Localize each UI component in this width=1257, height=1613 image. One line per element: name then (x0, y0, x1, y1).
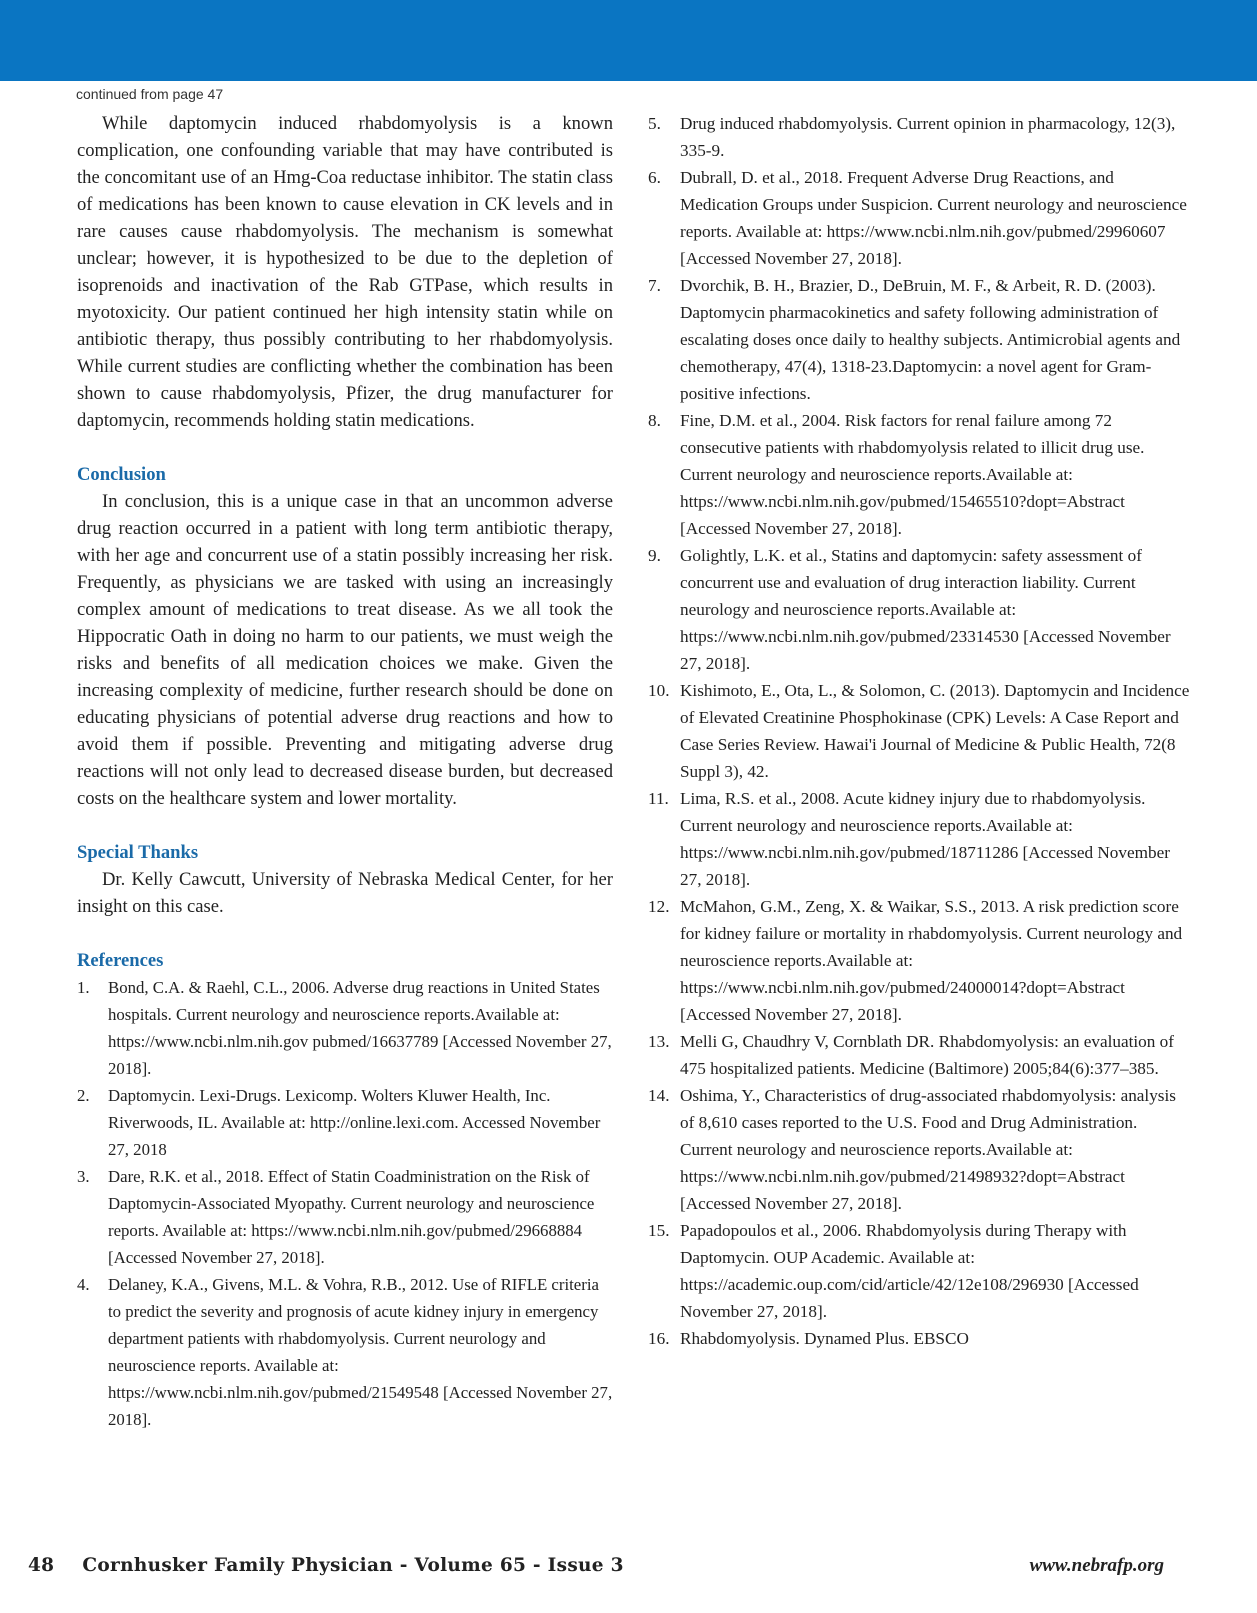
special-thanks-heading: Special Thanks (77, 842, 199, 863)
reference-item (648, 893, 1193, 1028)
reference-item (648, 164, 1193, 272)
reference-item (648, 110, 1193, 164)
reference-text: Bond, C.A. & Raehl, C.L., 2006. Adverse drug reactions in United States hospitals. Current neurology and neuroscience reports.Available at: https://www.ncbi.nlm.nih.gov pubmed/16637789 [Accessed November 27, 2018]. (108, 978, 612, 1078)
reference-number: 13. (648, 1032, 670, 1051)
reference-item (77, 1082, 613, 1163)
reference-number: 1. (77, 978, 90, 997)
left-column (77, 110, 613, 1433)
reference-number: 10. (648, 681, 670, 700)
reference-number: 6. (648, 168, 661, 187)
reference-number: 5. (648, 114, 661, 133)
reference-text: Daptomycin. Lexi-Drugs. Lexicomp. Wolters Kluwer Health, Inc. Riverwoods, IL. Available at: http://online.lexi.com. Accessed November 27, 2018 (108, 1086, 601, 1159)
references-heading: References (77, 950, 164, 971)
reference-number: 3. (77, 1167, 90, 1186)
reference-item (77, 974, 613, 1082)
reference-number: 4. (77, 1275, 90, 1294)
reference-text: Papadopoulos et al., 2006. Rhabdomyolysis during Therapy with Daptomycin. OUP Academic. Available at: https://academic.oup.com/cid/article/42/12e108/296930 [Accessed November 27, 2018]. (680, 1221, 1139, 1321)
reference-item (648, 407, 1193, 542)
conclusion-heading: Conclusion (77, 464, 166, 485)
reference-number: 15. (648, 1221, 670, 1240)
reference-item (648, 1082, 1193, 1217)
right-column (648, 110, 1193, 1352)
reference-number: 2. (77, 1086, 90, 1105)
reference-text: Drug induced rhabdomyolysis. Current opinion in pharmacology, 12(3), 335-9. (680, 114, 1176, 160)
reference-item (648, 542, 1193, 677)
reference-text: Dubrall, D. et al., 2018. Frequent Adverse Drug Reactions, and Medication Groups under Suspicion. Current neurology and neuroscience reports. Available at: https://www.ncbi.nlm.nih.gov/pubmed/29960607 [Accessed November 27, 2018]. (680, 168, 1187, 268)
reference-text: Rhabdomyolysis. Dynamed Plus. EBSCO (680, 1329, 969, 1348)
reference-text: McMahon, G.M., Zeng, X. & Waikar, S.S., 2013. A risk prediction score for kidney failure or mortality in rhabdomyolysis. Current neurology and neuroscience reports.Available at: https://www.ncbi.nlm.nih.gov/pubmed/24000014?dopt=Abstract [Accessed November 27, 2018]. (680, 897, 1183, 1024)
reference-number: 9. (648, 546, 661, 565)
reference-text: Kishimoto, E., Ota, L., & Solomon, C. (2013). Daptomycin and Incidence of Elevated Creatinine Phosphokinase (CPK) Levels: A Case Report and Case Series Review. Hawai'i Journal of Medicine & Public Health, 72(8 Suppl 3), 42. (680, 681, 1190, 781)
reference-item (648, 785, 1193, 893)
reference-number: 16. (648, 1329, 670, 1348)
reference-item (648, 272, 1193, 407)
reference-item (648, 1325, 1193, 1352)
header-band (0, 0, 1257, 81)
reference-number: 11. (648, 789, 669, 808)
reference-text: Dare, R.K. et al., 2018. Effect of Statin Coadministration on the Risk of Daptomycin-Associated Myopathy. Current neurology and neuroscience reports. Available at: https://www.ncbi.nlm.nih.gov/pubmed/29668884 [Accessed November 27, 2018]. (108, 1167, 595, 1267)
reference-item (77, 1271, 613, 1433)
footer-left (28, 1555, 624, 1576)
reference-item (77, 1163, 613, 1271)
discussion-paragraph: While daptomycin induced rhabdomyolysis is a known complication, one confounding variable that may have contributed is the concomitant use of an Hmg-Coa reductase inhibitor. The statin class of medications has been known to cause elevation in CK levels and in rare causes cause rhabdomyolysis. The mechanism is somewhat unclear; however, it is hypothesized to be due to the depletion of isoprenoids and inactivation of the Rab GTPase, which results in myotoxicity. Our patient continued her high intensity statin while on antibiotic therapy, thus possibly contributing to her rhabdomyolysis. While current studies are conflicting whether the combination has been shown to cause rhabdomyolysis, Pfizer, the drug manufacturer for daptomycin, recommends holding statin medications. (77, 113, 613, 431)
footer-website: www.nebrafp.org (1029, 1555, 1164, 1576)
conclusion-paragraph: In conclusion, this is a unique case in that an uncommon adverse drug reaction occurred in a patient with long term antibiotic therapy, with her age and concurrent use of a statin possibly increasing her risk. Frequently, as physicians we are tasked with using an increasingly complex amount of medications to treat disease. As we all took the Hippocratic Oath in doing no harm to our patients, we must weigh the risks and benefits of all medication choices we make. Given the increasing complexity of medicine, further research should be done on educating physicians of potential adverse drug reactions and how to avoid them if possible. Preventing and mitigating adverse drug reactions will not only lead to decreased disease burden, but decreased costs on the healthcare system and lower mortality. (77, 491, 613, 809)
special-thanks-paragraph: Dr. Kelly Cawcutt, University of Nebraska Medical Center, for her insight on this case. (77, 869, 613, 917)
page-number: 48 (28, 1555, 55, 1576)
publication-title: Cornhusker Family Physician - Volume 65 - Issue 3 (82, 1555, 624, 1576)
reference-text: Melli G, Chaudhry V, Cornblath DR. Rhabdomyolysis: an evaluation of 475 hospitalized patients. Medicine (Baltimore) 2005;84(6):377–385. (680, 1032, 1174, 1078)
reference-text: Oshima, Y., Characteristics of drug-associated rhabdomyolysis: analysis of 8,610 cases reported to the U.S. Food and Drug Administration. Current neurology and neuroscience reports.Available at: https://www.ncbi.nlm.nih.gov/pubmed/21498932?dopt=Abstract [Accessed November 27, 2018]. (680, 1086, 1176, 1213)
reference-number: 8. (648, 411, 661, 430)
references-list-right (648, 110, 1193, 1352)
reference-number: 14. (648, 1086, 670, 1105)
reference-text: Fine, D.M. et al., 2004. Risk factors for renal failure among 72 consecutive patients with rhabdomyolysis related to illicit drug use. Current neurology and neuroscience reports.Available at: https://www.ncbi.nlm.nih.gov/pubmed/15465510?dopt=Abstract [Accessed November 27, 2018]. (680, 411, 1145, 538)
reference-text: Dvorchik, B. H., Brazier, D., DeBruin, M. F., & Arbeit, R. D. (2003). Daptomycin pharmacokinetics and safety following administration of escalating doses once daily to healthy subjects. Antimicrobial agents and chemotherapy, 47(4), 1318-23.Daptomycin: a novel agent for Gram-positive infections. (680, 276, 1181, 403)
references-list-left (77, 974, 613, 1433)
reference-number: 12. (648, 897, 670, 916)
reference-text: Golightly, L.K. et al., Statins and daptomycin: safety assessment of concurrent use and evaluation of drug interaction liability. Current neurology and neuroscience reports.Available at: https://www.ncbi.nlm.nih.gov/pubmed/23314530 [Accessed November 27, 2018]. (680, 546, 1171, 673)
reference-item (648, 677, 1193, 785)
reference-item (648, 1217, 1193, 1325)
reference-text: Delaney, K.A., Givens, M.L. & Vohra, R.B., 2012. Use of RIFLE criteria to predict the severity and prognosis of acute kidney injury in emergency department patients with rhabdomyolysis. Current neurology and neuroscience reports. Available at: https://www.ncbi.nlm.nih.gov/pubmed/21549548 [Accessed November 27, 2018]. (108, 1275, 613, 1429)
continued-note: continued from page 47 (76, 86, 224, 102)
reference-item (648, 1028, 1193, 1082)
reference-number: 7. (648, 276, 661, 295)
reference-text: Lima, R.S. et al., 2008. Acute kidney injury due to rhabdomyolysis. Current neurology and neuroscience reports.Available at: https://www.ncbi.nlm.nih.gov/pubmed/18711286 [Accessed November 27, 2018]. (680, 789, 1170, 889)
